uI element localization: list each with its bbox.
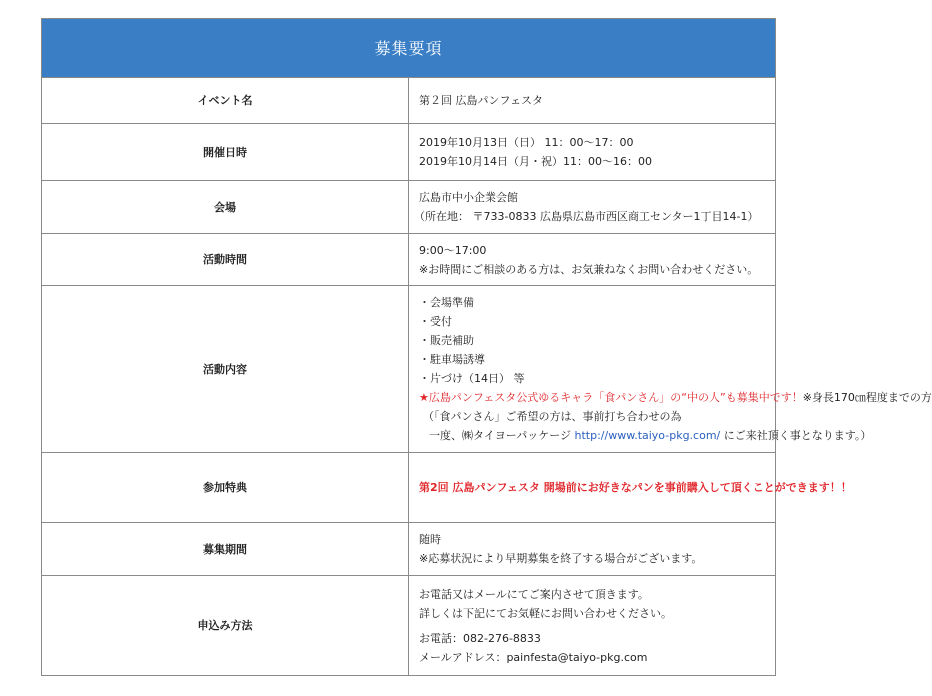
date-line: 2019年10月14日（月・祝）11：00～16：00: [419, 155, 652, 168]
activity-item: ・受付: [419, 315, 452, 328]
mascot-visit-line: [419, 426, 872, 445]
activities-value: [409, 286, 932, 453]
row-label-event-name: イベント名: [42, 78, 409, 124]
row-label-activities: 活動内容: [42, 286, 409, 453]
hours-value: [409, 234, 776, 286]
event-name-value: 第２回 広島パンフェスタ: [409, 78, 776, 124]
table-row: [42, 576, 776, 676]
activity-item: ・駐車場誘導: [419, 353, 485, 366]
date-line: 2019年10月13日（日） 11：00～17：00: [419, 136, 634, 149]
period-note: ※応募状況により早期募集を終了する場合がございます。: [419, 552, 703, 565]
row-label-hours: 活動時間: [42, 234, 409, 286]
table-row: [42, 234, 776, 286]
activity-item: ・片づけ（14日） 等: [419, 372, 525, 385]
dates-value: [409, 124, 776, 181]
benefit-text: 第2回 広島パンフェスタ 開場前にお好きなパンを事前購入して頂くことができます！！: [419, 481, 852, 494]
activity-item: ・販売補助: [419, 334, 474, 347]
mascot-recruit-text: ★広島パンフェスタ公式ゆるキャラ「食パンさん」の“中の人”も募集中です！: [419, 391, 803, 404]
recruitment-table-wrapper: [41, 18, 932, 676]
company-link[interactable]: http://www.taiyo-pkg.com/: [574, 429, 721, 442]
mascot-recruit-line: [419, 388, 932, 407]
visit-note-suffix: にご来社頂く事となります。）: [720, 429, 872, 442]
table-row: [42, 453, 776, 523]
table-row: [42, 181, 776, 234]
apply-email: メールアドレス：painfesta@taiyo-pkg.com: [419, 650, 648, 664]
table-row: [42, 286, 776, 453]
activity-item: ・会場準備: [419, 296, 474, 309]
hours-time: 9:00～17:00: [419, 243, 487, 257]
venue-name: 広島市中小企業会館: [419, 191, 518, 204]
row-label-apply: 申込み方法: [42, 576, 409, 676]
visit-note-prefix: 一度、㈱タイヨーパッケージ: [429, 429, 575, 442]
table-row: [42, 523, 776, 576]
recruitment-table: [41, 18, 932, 676]
table-row: [42, 124, 776, 181]
period-value: [409, 523, 776, 576]
hours-note: ※お時間にご相談のある方は、お気兼ねなくお問い合わせください。: [419, 262, 759, 276]
benefit-value: [409, 453, 852, 523]
period-text: 随時: [419, 533, 441, 546]
mascot-height-note: ※身長170㎝程度までの方: [802, 391, 932, 404]
venue-address: （所在地： 〒733-0833 広島県広島市西区商工センター1丁目14-1）: [414, 210, 759, 223]
venue-value: [409, 181, 776, 234]
apply-value: [409, 576, 776, 676]
apply-phone: お電話：082-276-8833: [419, 631, 541, 645]
row-label-period: 募集期間: [42, 523, 409, 576]
table-title: 募集要項: [42, 19, 776, 78]
table-row: [42, 78, 776, 124]
row-label-benefit: 参加特典: [42, 453, 409, 523]
mascot-note-line: （「食パンさん」ご希望の方は、事前打ち合わせの為: [423, 410, 682, 423]
row-label-dates: 開催日時: [42, 124, 409, 181]
row-label-venue: 会場: [42, 181, 409, 234]
apply-text: お電話又はメールにてご案内させて頂きます。: [419, 587, 649, 601]
apply-text: 詳しくは下記にてお気軽にお問い合わせください。: [419, 606, 672, 620]
